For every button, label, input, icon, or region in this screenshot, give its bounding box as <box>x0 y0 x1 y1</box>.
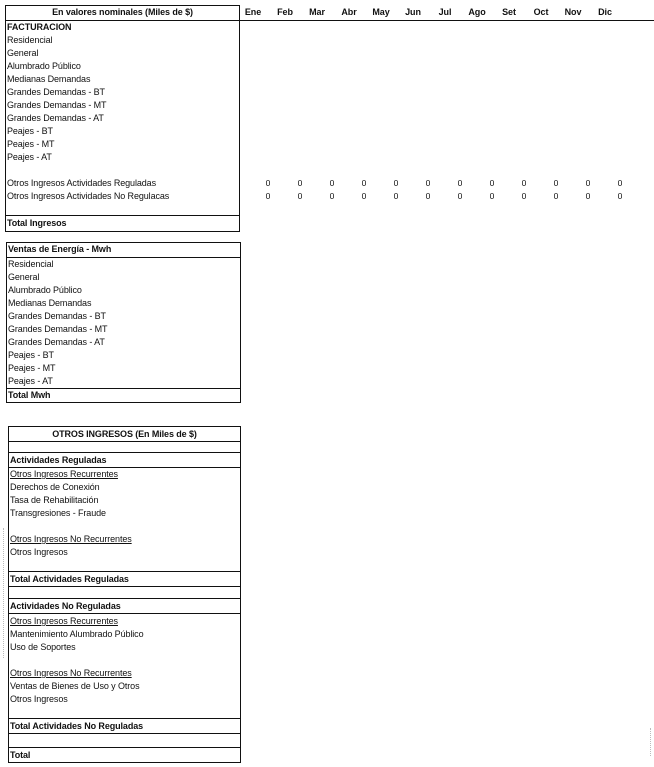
cell-value: 0 <box>553 191 559 201</box>
month-header: Nov <box>564 7 582 17</box>
list-item: Grandes Demandas - AT <box>8 337 105 347</box>
list-item: Tasa de Rehabilitación <box>10 495 99 505</box>
list-item: Grandes Demandas - MT <box>7 100 107 110</box>
cell-value: 0 <box>329 191 335 201</box>
list-item: Alumbrado Público <box>8 285 82 295</box>
list-item: General <box>8 272 40 282</box>
section2-header: Ventas de Energía - Mwh <box>8 244 112 254</box>
cell-value: 0 <box>617 191 623 201</box>
list-item: Otros Ingresos <box>10 547 68 557</box>
cell-value: 0 <box>329 178 335 188</box>
other-nonregulated-label: Otros Ingresos Actividades No Regulacas <box>7 191 170 201</box>
ventas-items <box>8 258 107 388</box>
cell-value: 0 <box>585 178 591 188</box>
month-header: Ago <box>468 7 486 17</box>
month-header: Set <box>502 7 516 17</box>
reg-nonrec-title: Otros Ingresos No Recurrentes <box>10 534 132 544</box>
cell-value: 0 <box>393 191 399 201</box>
scan-artifact <box>650 728 651 756</box>
list-item: Derechos de Conexión <box>10 482 100 492</box>
list-item: Peajes - AT <box>8 376 53 386</box>
section3-header: OTROS INGRESOS (En Miles de $) <box>52 429 197 439</box>
nonreg-title: Actividades No Reguladas <box>10 601 121 611</box>
month-header: Feb <box>277 7 293 17</box>
cell-value: 0 <box>425 191 431 201</box>
cell-value: 0 <box>585 191 591 201</box>
month-header: Abr <box>341 7 357 17</box>
cell-value: 0 <box>489 191 495 201</box>
table-row <box>253 190 654 203</box>
cell-value: 0 <box>425 178 431 188</box>
list-item: Transgresiones - Fraude <box>10 508 106 518</box>
month-header: Dic <box>598 7 612 17</box>
list-item: Medianas Demandas <box>7 74 91 84</box>
reg-list <box>10 468 132 559</box>
list-item: Ventas de Bienes de Uso y Otros <box>10 681 140 691</box>
cell-value: 0 <box>521 178 527 188</box>
month-header: Jul <box>438 7 452 17</box>
reg-rec-title: Otros Ingresos Recurrentes <box>10 469 118 479</box>
list-item: Grandes Demandas - BT <box>7 87 105 97</box>
facturacion-title: FACTURACION <box>7 22 72 32</box>
table-row <box>253 177 654 190</box>
list-item: General <box>7 48 39 58</box>
nonreg-total: Total Actividades No Reguladas <box>10 721 144 731</box>
list-item: Residencial <box>7 35 53 45</box>
list-item: Peajes - BT <box>8 350 54 360</box>
facturacion-items <box>7 34 106 164</box>
cell-value: 0 <box>553 178 559 188</box>
cell-value: 0 <box>521 191 527 201</box>
cell-value: 0 <box>265 178 271 188</box>
section1-header: En valores nominales (Miles de $) <box>52 7 193 17</box>
cell-value: 0 <box>361 178 367 188</box>
cell-value: 0 <box>297 178 303 188</box>
month-header: Oct <box>533 7 549 17</box>
cell-value: 0 <box>393 178 399 188</box>
month-header: Jun <box>405 7 421 17</box>
list-item: Peajes - MT <box>8 363 56 373</box>
list-item: Peajes - MT <box>7 139 55 149</box>
cell-value: 0 <box>265 191 271 201</box>
month-header: May <box>372 7 390 17</box>
list-item: Grandes Demandas - MT <box>8 324 108 334</box>
other-regulated-label: Otros Ingresos Actividades Reguladas <box>7 178 156 188</box>
list-item: Otros Ingresos <box>10 694 68 704</box>
reg-title: Actividades Reguladas <box>10 455 107 465</box>
list-item: Peajes - BT <box>7 126 53 136</box>
list-item: Uso de Soportes <box>10 642 76 652</box>
cell-value: 0 <box>457 178 463 188</box>
month-header-row <box>238 5 654 20</box>
spacer <box>10 520 132 533</box>
nonreg-list <box>10 615 143 706</box>
cell-value: 0 <box>457 191 463 201</box>
cell-value: 0 <box>297 191 303 201</box>
total-ingresos: Total Ingresos <box>7 218 67 228</box>
reg-total: Total Actividades Reguladas <box>10 574 129 584</box>
list-item: Residencial <box>8 259 54 269</box>
list-item: Grandes Demandas - BT <box>8 311 106 321</box>
list-item: Grandes Demandas - AT <box>7 113 104 123</box>
nonreg-nonrec-title: Otros Ingresos No Recurrentes <box>10 668 132 678</box>
month-header: Ene <box>244 7 262 17</box>
cell-value: 0 <box>361 191 367 201</box>
spacer <box>10 654 143 667</box>
list-item: Medianas Demandas <box>8 298 92 308</box>
cell-value: 0 <box>617 178 623 188</box>
cell-value: 0 <box>489 178 495 188</box>
total-mwh: Total Mwh <box>8 390 51 400</box>
list-item: Peajes - AT <box>7 152 52 162</box>
month-header: Mar <box>309 7 325 17</box>
list-item: Alumbrado Público <box>7 61 81 71</box>
grand-total: Total <box>10 750 31 760</box>
nonreg-rec-title: Otros Ingresos Recurrentes <box>10 616 118 626</box>
list-item: Mantenimiento Alumbrado Público <box>10 629 144 639</box>
scan-artifact <box>3 528 4 658</box>
